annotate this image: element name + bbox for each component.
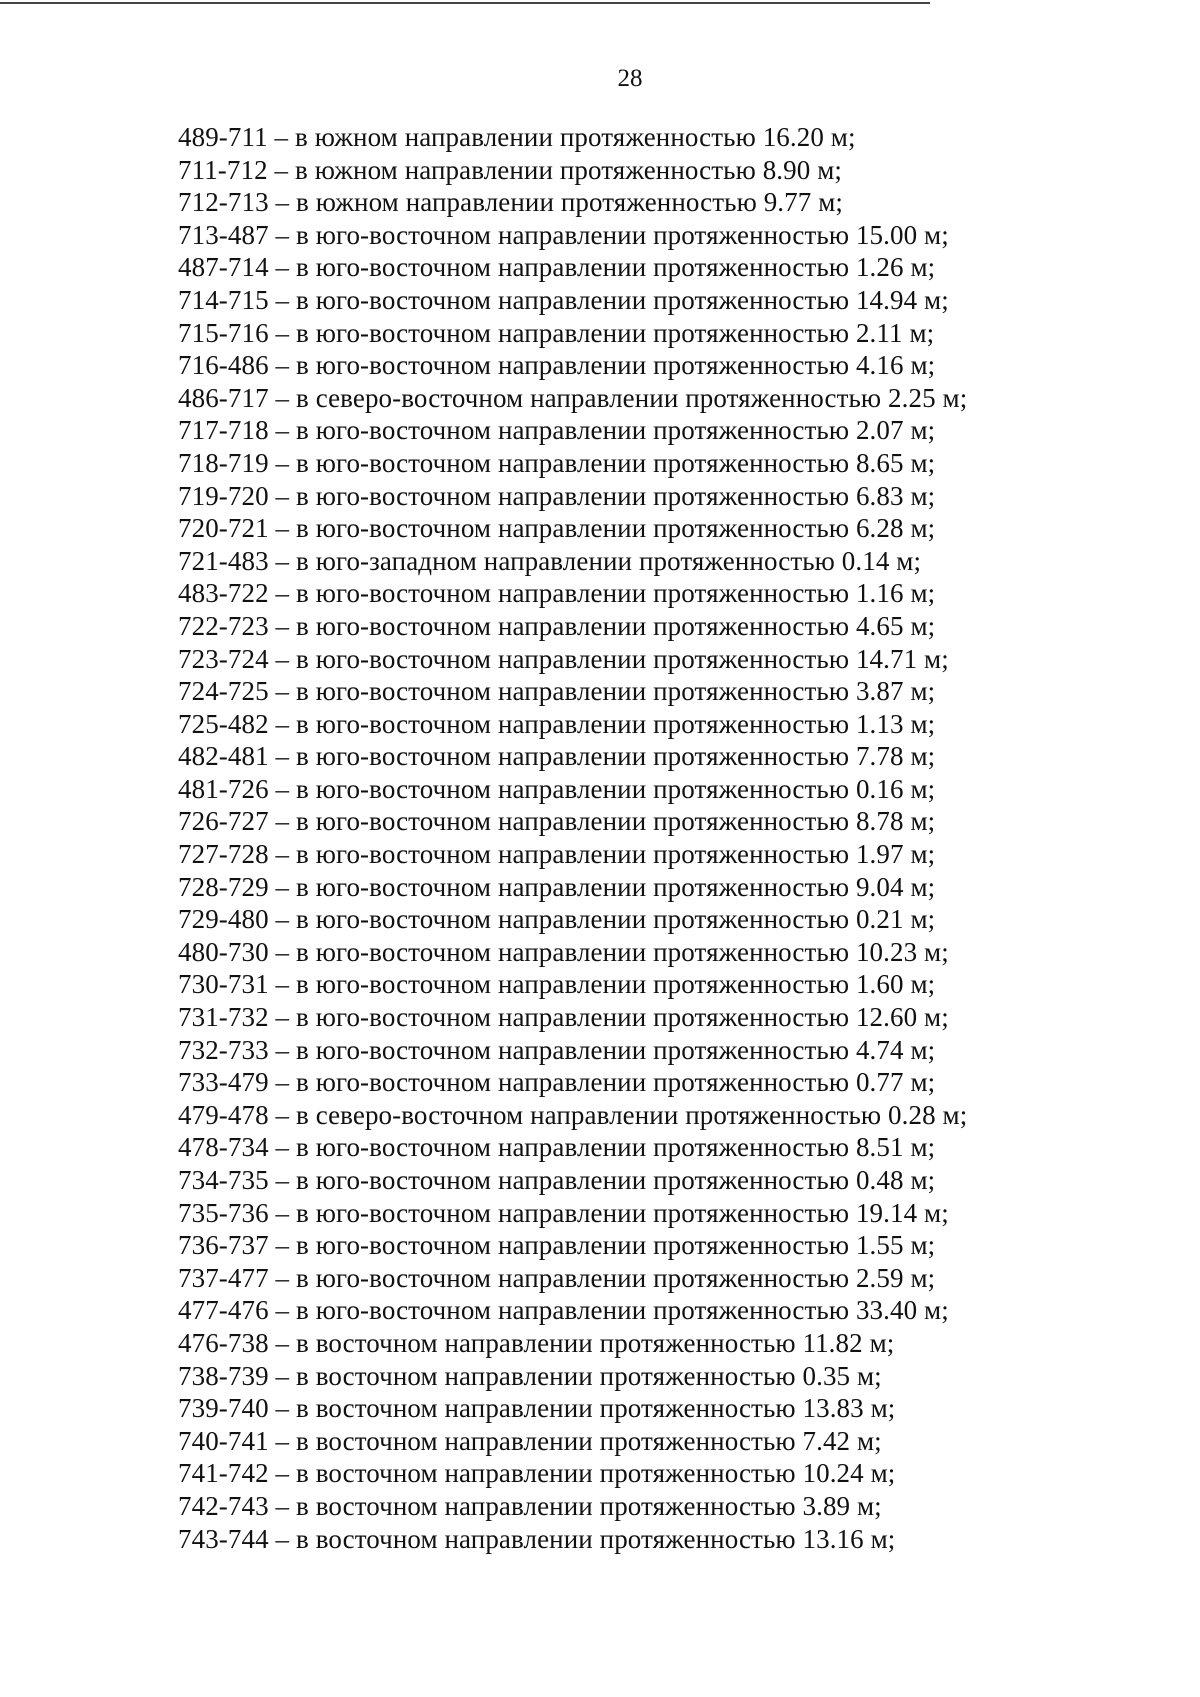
boundary-segment-line: 726-727 – в юго-восточном направлении протяженностью 8.78 м;	[178, 806, 936, 837]
boundary-segment-line: 711-712 – в южном направлении протяженностью 8.90 м;	[178, 154, 842, 185]
boundary-segment-line: 728-729 – в юго-восточном направлении протяженностью 9.04 м;	[178, 871, 936, 902]
boundary-segment-list	[178, 121, 967, 1555]
boundary-segment-line: 725-482 – в юго-восточном направлении протяженностью 1.13 м;	[178, 708, 936, 739]
boundary-segment-line: 486-717 – в северо-восточном направлении протяженностью 2.25 м;	[178, 382, 968, 413]
boundary-segment-line: 730-731 – в юго-восточном направлении протяженностью 1.60 м;	[178, 969, 936, 1000]
boundary-segment-line: 742-743 – в восточном направлении протяженностью 3.89 м;	[178, 1490, 882, 1521]
boundary-segment-line: 733-479 – в юго-восточном направлении протяженностью 0.77 м;	[178, 1067, 936, 1098]
boundary-segment-line: 482-481 – в юго-восточном направлении протяженностью 7.78 м;	[178, 741, 936, 772]
boundary-segment-line: 721-483 – в юго-западном направлении протяженностью 0.14 м;	[178, 545, 922, 576]
boundary-segment-line: 720-721 – в юго-восточном направлении протяженностью 6.28 м;	[178, 513, 936, 544]
boundary-segment-line: 738-739 – в восточном направлении протяженностью 0.35 м;	[178, 1360, 882, 1391]
boundary-segment-line: 722-723 – в юго-восточном направлении протяженностью 4.65 м;	[178, 610, 936, 641]
boundary-segment-line: 480-730 – в юго-восточном направлении протяженностью 10.23 м;	[178, 936, 949, 967]
boundary-segment-line: 712-713 – в южном направлении протяженностью 9.77 м;	[178, 187, 843, 218]
boundary-segment-line: 487-714 – в юго-восточном направлении протяженностью 1.26 м;	[178, 252, 936, 283]
boundary-segment-line: 723-724 – в юго-восточном направлении протяженностью 14.71 м;	[178, 643, 949, 674]
top-rule-line	[0, 2, 930, 4]
boundary-segment-line: 719-720 – в юго-восточном направлении протяженностью 6.83 м;	[178, 480, 936, 511]
boundary-segment-line: 714-715 – в юго-восточном направлении протяженностью 14.94 м;	[178, 284, 949, 315]
boundary-segment-line: 481-726 – в юго-восточном направлении протяженностью 0.16 м;	[178, 773, 936, 804]
boundary-segment-line: 737-477 – в юго-восточном направлении протяженностью 2.59 м;	[178, 1262, 936, 1293]
boundary-segment-line: 734-735 – в юго-восточном направлении протяженностью 0.48 м;	[178, 1165, 936, 1195]
boundary-segment-line: 741-742 – в восточном направлении протяженностью 10.24 м;	[178, 1458, 896, 1489]
boundary-segment-line: 727-728 – в юго-восточном направлении протяженностью 1.97 м;	[178, 839, 936, 870]
boundary-segment-line: 478-734 – в юго-восточном направлении протяженностью 8.51 м;	[178, 1132, 936, 1163]
boundary-segment-line: 731-732 – в юго-восточном направлении протяженностью 12.60 м;	[178, 1002, 949, 1033]
boundary-segment-line: 718-719 – в юго-восточном направлении протяженностью 8.65 м;	[178, 447, 936, 478]
boundary-segment-line: 715-716 – в юго-восточном направлении протяженностью 2.11 м;	[178, 317, 935, 348]
boundary-segment-line: 476-738 – в восточном направлении протяженностью 11.82 м;	[178, 1327, 895, 1358]
boundary-segment-line: 724-725 – в юго-восточном направлении протяженностью 3.87 м;	[178, 676, 936, 707]
boundary-segment-line: 729-480 – в юго-восточном направлении протяженностью 0.21 м;	[178, 904, 936, 935]
boundary-segment-line: 479-478 – в северо-восточном направлении протяженностью 0.28 м;	[178, 1099, 968, 1130]
boundary-segment-line: 477-476 – в юго-восточном направлении протяженностью 33.40 м;	[178, 1295, 949, 1326]
boundary-segment-line: 739-740 – в восточном направлении протяженностью 13.83 м;	[178, 1393, 896, 1424]
boundary-segment-line: 735-736 – в юго-восточном направлении протяженностью 19.14 м;	[178, 1197, 949, 1228]
boundary-segment-line: 732-733 – в юго-восточном направлении протяженностью 4.74 м;	[178, 1034, 936, 1065]
boundary-segment-line: 716-486 – в юго-восточном направлении протяженностью 4.16 м;	[178, 350, 936, 381]
boundary-segment-line: 713-487 – в юго-восточном направлении протяженностью 15.00 м;	[178, 219, 949, 250]
boundary-segment-line: 736-737 – в юго-восточном направлении протяженностью 1.55 м;	[178, 1230, 936, 1261]
boundary-segment-line: 717-718 – в юго-восточном направлении протяженностью 2.07 м;	[178, 415, 936, 446]
boundary-segment-line: 483-722 – в юго-восточном направлении протяженностью 1.16 м;	[178, 578, 936, 609]
boundary-segment-line: 743-744 – в восточном направлении протяженностью 13.16 м;	[178, 1523, 896, 1554]
boundary-segment-line: 489-711 – в южном направлении протяженностью 16.20 м;	[178, 122, 856, 152]
page-number: 28	[617, 65, 643, 92]
boundary-segment-line: 740-741 – в восточном направлении протяженностью 7.42 м;	[178, 1425, 882, 1456]
